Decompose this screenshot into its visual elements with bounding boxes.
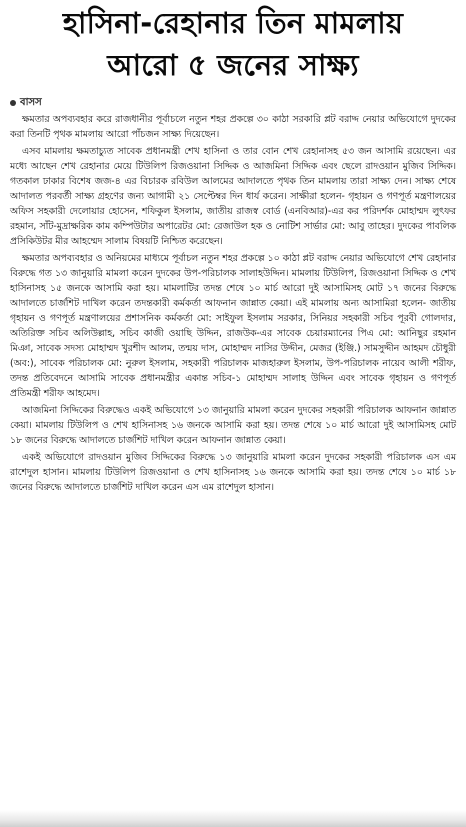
scan-edge-shadow	[0, 810, 466, 827]
paragraph-1: ক্ষমতার অপব্যবহার করে রাজধানীর পূর্বাচলে নতুন শহর প্রকল্পে ৩০ কাঠা সরকারি প্লট বরাদ্দ নেয়ার অভিযোগে দুদকের করা তিনটি পৃথক মামলায় আরো পাঁচজন সাক্ষ্য দিয়েছেন।	[10, 114, 456, 140]
headline-line-1: হাসিনা-রেহানার তিন মামলায়	[62, 6, 404, 40]
bullet-icon	[10, 100, 16, 106]
paragraph-4: আজমিনা সিদ্দিকের বিরুদ্ধেও একই অভিযোগে ১৩ জানুয়ারি মামলা করেন দুদকের সহকারী পরিচালক আফনান জান্নাত কেয়া। মামলায় টিউলিপ ও শেখ হাসিনাসহ ১৬ জনকে আসামি করা হয়। তদন্ত শেষে ১০ মার্চ আরো দুই আসামিসহ মোট ১৮ জনের বিরুদ্ধে আদালতে চার্জশিট দাখিল করেন আফনান জান্নাত কেয়া।	[10, 405, 456, 446]
paragraph-3: ক্ষমতার অপব্যবহার ও অনিয়মের মাধ্যমে পূর্বাচল নতুন শহর প্রকল্পে ১০ কাঠা প্লট বরাদ্দ নেয়ার অভিযোগে শেখ রেহানার বিরুদ্ধে গত ১৩ জানুয়ারি মামলা করেন দুদকের উপ-পরিচালক সালাহউদ্দিন। মামলায় টিউলিপ, রিজওয়ানা সিদ্দিক ও শেখ হাসিনাসহ ১৫ জনকে আসামি করা হয়। মামলাটির তদন্ত শেষে ১০ মার্চ আরো দুই আসামিসহ মোট ১৭ জনের বিরুদ্ধে আদালতে চার্জশিট দাখিল করেন তদন্তকারী কর্মকর্তা আফনান জান্নাত কেয়া। এই মামলায় অন্য আসামিরা হলেন- জাতীয় গৃহায়ন ও গণপূর্ত মন্ত্রণালয়ের প্রশাসনিক কর্মকর্তা মো: সাইফুল ইসলাম সরকার, সিনিয়র সহকারী সচিব পূরবী গোলদার, অতিরিক্ত সচিব অলিউল্লাহ, সচিব কাজী ওয়াছি উদ্দিন, রাজউক-এর সাবেক চেয়ারম্যানের পিএ মো: আনিছুর রহমান মিঞা, সাবেক সদস্য মোহাম্মদ খুরশীদ আলম, তন্ময় দাস, মোহাম্মদ নাসির উদ্দীন, মেজর (ইঞ্জি.) সামসুদ্দীন আহমদ চৌধুরী (অব:), সাবেক পরিচালক মো: নুরুল ইসলাম, সহকারী পরিচালক মাজহারুল ইসলাম, উপ-পরিচালক নায়েব আলী শরীফ, তদন্ত প্রতিবেদনে আসামি সাবেক প্রধানমন্ত্রীর একান্ত সচিব-১ মোহাম্মদ সালাহ উদ্দিন এবং সাবেক গৃহায়ন ও গণপূর্ত প্রতিমন্ত্রী শরীফ আহমেদ।	[10, 253, 456, 399]
article-body	[10, 112, 456, 497]
headline-line-2: আরো ৫ জনের সাক্ষ্য	[107, 48, 359, 82]
byline-source: বাসস	[20, 97, 42, 108]
paragraph-5: একই অভিযোগে রাদওয়ান মুজিব সিদ্দিকের বিরুদ্ধে ১৩ জানুয়ারি মামলা করেন দুদকের সহকারী পরিচালক এস এম রাশেদুল হাসান। মামলায় টিউলিপ রিজওয়ানা ও শেখ হাসিনাসহ ১৬ জনকে আসামি করা হয়। তদন্ত শেষে ১০ মার্চ ১৮ জনের বিরুদ্ধে আদালতে চার্জশিট দাখিল করেন এস এম রাশেদুল হাসান।	[10, 452, 456, 493]
paragraph-2: এসব মামলায় ক্ষমতাচ্যুত সাবেক প্রধানমন্ত্রী শেখ হাসিনা ও তার বোন শেখ রেহানাসহ ৫৩ জন আসামি রয়েছেন। এর মধ্যে আছেন শেখ রেহানার মেয়ে টিউলিপ রিজওয়ানা সিদ্দিক ও আজমিনা সিদ্দিক এবং ছেলে রাদওয়ান মুজিব সিদ্দিক। গতকাল ঢাকার বিশেষ জজ-৪ এর বিচারক রবিউল আলমের আদালতে পৃথক তিন মামলায় তারা সাক্ষ্য দেন। সাক্ষ্য শেষে আদালত পরবর্তী সাক্ষ্য গ্রহণের জন্য আগামী ২১ সেপ্টেম্বর দিন ধার্য করেন। সাক্ষীরা হলেন- গৃহায়ন ও গণপূর্ত মন্ত্রণালয়ের অফিস সহকারী দেলোয়ার হোসেন, শফিকুল ইসলাম, জাতীয় রাজস্ব বোর্ড (এনবিআর)-এর কর পরিদর্শক মোহাম্মদ লুৎফর রহমান, সাঁট-মুদ্রাক্ষরিক কাম কম্পিউটার অপারেটর মো: রেজাউল হক ও নোটিশ সার্ভার মো: আবু তাহের। দুদকের পাবলিক প্রসিকিউটর মীর আহম্মেদ সালাম বিষয়টি নিশ্চিত করেছেন।	[10, 146, 456, 247]
byline	[10, 96, 42, 110]
headline	[6, 2, 460, 86]
